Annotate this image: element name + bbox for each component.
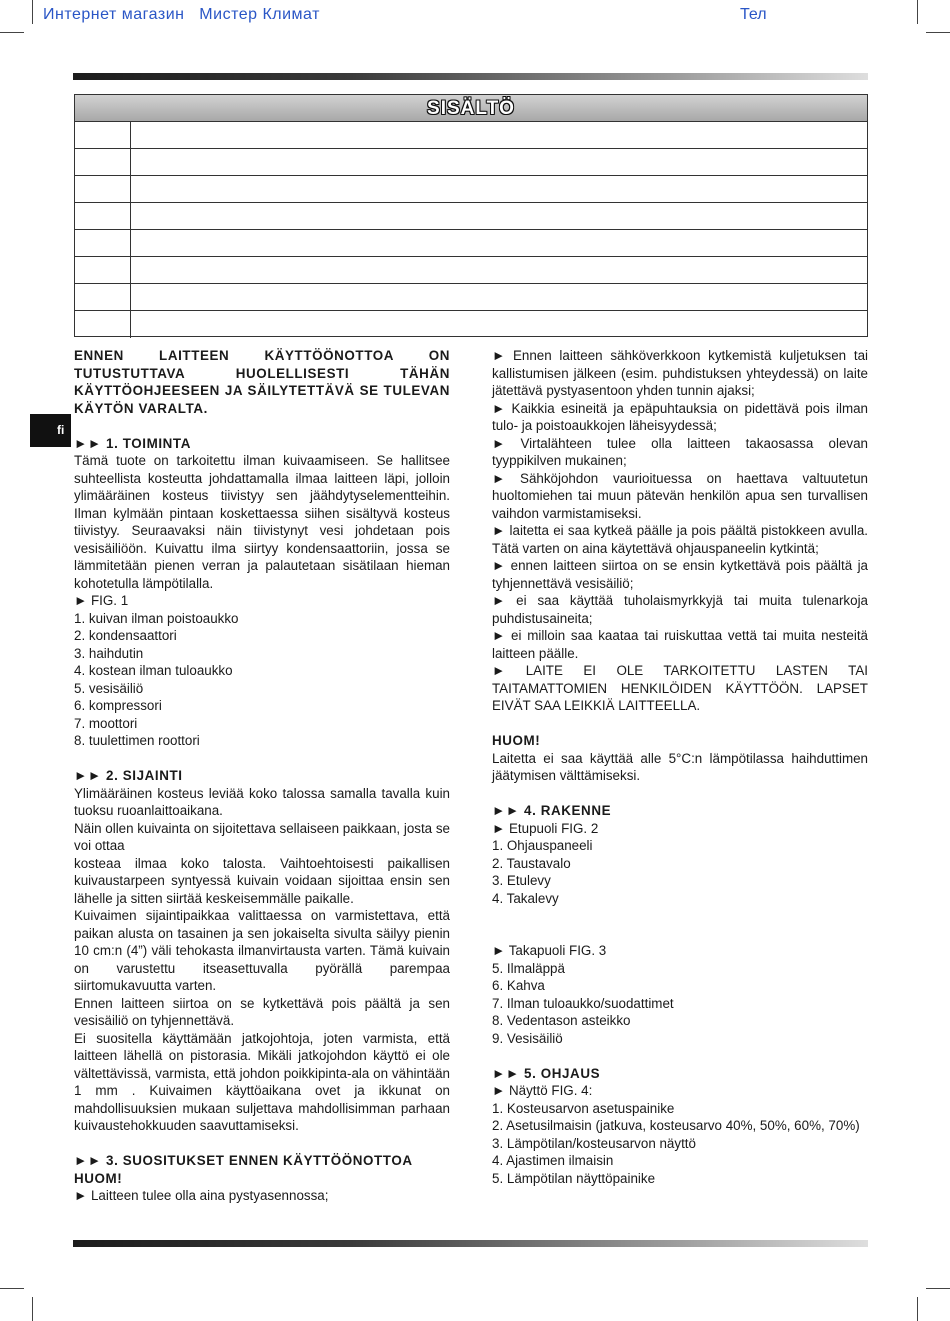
table-row (75, 230, 867, 257)
right-column (492, 347, 868, 1187)
list-item: 5. Ilmaläppä (492, 960, 565, 976)
toc-num-cell (75, 257, 131, 283)
crop-mark (926, 32, 950, 33)
toc-num-cell (75, 149, 131, 175)
section-2-paragraph: Ylimääräinen kosteus leviää koko talossa samalla tavalla kuin tuoksu ruoanlaittoaikana. (74, 785, 450, 818)
bullet-item: ► LAITE EI OLE TARKOITETTU LASTEN TAI TAITAMATTOMIEN HENKILÖIDEN KÄYTTÖÖN. LAPSET EIVÄT SAA LEIKKIÄ LAITTEELLA. (492, 663, 868, 713)
display-fig-label: ► Näyttö FIG. 4: (492, 1083, 593, 1098)
top-banner (0, 6, 950, 26)
left-column (74, 347, 450, 1205)
list-item: 4. kostean ilman tuloaukko (74, 663, 233, 678)
section-1-title: ►► 1. TOIMINTA (74, 435, 191, 451)
list-item: 3. Etulevy (492, 873, 551, 888)
toc-text-cell (131, 257, 867, 283)
section-5-title: ►► 5. OHJAUS (492, 1065, 601, 1081)
tel-link[interactable]: Тел (740, 6, 767, 23)
list-item: 7. moottori (74, 715, 138, 731)
toc-text-cell (131, 284, 867, 310)
front-fig-label: ► Etupuoli FIG. 2 (492, 820, 599, 836)
list-item: 1. Ohjauspaneeli (492, 838, 593, 853)
section-2-paragraph: Näin ollen kuivainta on sijoitettava sellaiseen paikkaan, josta se voi ottaa (74, 820, 450, 853)
section-4-title: ►► 4. RAKENNE (492, 803, 612, 818)
list-item: 2. Taustavalo (492, 855, 571, 871)
table-row (75, 149, 867, 176)
note-title: HUOM! (492, 733, 541, 748)
section-3-note-label: HUOM! (74, 1170, 123, 1186)
list-item: 2. kondensaattori (74, 628, 177, 643)
language-tab: fi (30, 414, 71, 447)
crop-mark (32, 1297, 33, 1321)
back-fig-label: ► Takapuoli FIG. 3 (492, 943, 607, 958)
toc-num-cell (75, 203, 131, 229)
list-item: 3. Lämpötilan/kosteusarvon näyttö (492, 1135, 696, 1151)
list-item: 8. Vedentason asteikko (492, 1013, 631, 1028)
crop-mark (0, 32, 24, 33)
header-divider (73, 73, 868, 80)
section-1-text: Tämä tuote on tarkoitettu ilman kuivaamiseen. Se hallitsee suhteellista kosteutta johdattamalla ilmaa laitteen läpi, jolloin ylimääräinen kosteus tiivistyy sen jäähdytyselementteihin. Ilman kylmään pintaan koskettaessa siihen sisältyvä kosteus tiivistyy. Seuraavaksi näin tiivistynyt vesi johdetaan pois vesisäiliöön. Kuivattu ilma siirtyy kondensaattoriin, jossa se lämmitetään pienen verran ja palautetaan sisätilaan hieman kohotetulla lämpötilalla. (74, 453, 450, 591)
list-item: 1. Kosteusarvon asetuspainike (492, 1100, 675, 1116)
crop-mark (917, 1297, 918, 1321)
list-item: 6. kompressori (74, 698, 162, 713)
section-3-title: ►► 3. SUOSITUKSET ENNEN KÄYTTÖÖNOTTOA (74, 1153, 413, 1168)
list-item: 1. kuivan ilman poistoaukko (74, 610, 239, 626)
table-row (75, 311, 867, 338)
toc-num-cell (75, 311, 131, 338)
table-row (75, 122, 867, 149)
list-item: 7. Ilman tuloaukko/suodattimet (492, 995, 674, 1011)
list-item: 4. Ajastimen ilmaisin (492, 1153, 614, 1168)
list-item: 6. Kahva (492, 978, 545, 993)
table-row (75, 203, 867, 230)
list-item: 5. Lämpötilan näyttöpainike (492, 1170, 656, 1186)
toc-text-cell (131, 230, 867, 256)
toc-text-cell (131, 203, 867, 229)
table-row (75, 284, 867, 311)
table-row (75, 257, 867, 284)
toc-text-cell (131, 149, 867, 175)
list-item: 5. vesisäiliö (74, 680, 144, 696)
list-item: 4. Takalevy (492, 890, 559, 906)
contents-table (74, 94, 868, 337)
section-2-paragraph: Ei suositella käyttämään jatkojohtoja, joten varmista, että laitteen lähellä on pistorasia. Mikäli jatkojohdon käyttö ei ole vältettävissä, varmista, että johdon poikkipinta-ala on vähintään 1 mm . Kuivaimen käyttöaikana ovet ja ikkunat on mahdollisuuksien mukaan suljettava mahdollisimman parhaan kuivaustehokkuuden saavuttamiseksi. (74, 1030, 450, 1133)
shop-link[interactable]: Интернет магазин Мистер Климат (43, 6, 320, 23)
note-text: Laitetta ei saa käyttää alle 5°C:n lämpötilassa haihduttimen jäätymisen välttämiseksi. (492, 750, 868, 783)
toc-text-cell (131, 176, 867, 202)
footer-divider (73, 1240, 868, 1247)
crop-mark (926, 1288, 950, 1289)
table-row (75, 176, 867, 203)
intro-warning: ENNEN LAITTEEN KÄYTTÖÖNOTTOA ON TUTUSTUTTAVA HUOLELLISESTI TÄHÄN KÄYTTÖOHJEESEEN JA SÄILYTETTÄVÄ SE TULEVAN KÄYTÖN VARALTA. (74, 348, 450, 416)
list-item: 2. Asetusilmaisin (jatkuva, kosteusarvo 40%, 50%, 60%, 70%) (492, 1118, 860, 1133)
bullet-item: ► laitetta ei saa kytkeä päälle ja pois päältä pistokkeen avulla. Tätä varten on aina käytettävä ohjauspaneelin kytkintä; (492, 523, 868, 556)
bullet-item: ► ennen laitteen siirtoa on se ensin kytkettävä pois päältä ja tyhjennettävä vesisäiliö; (492, 558, 868, 591)
toc-num-cell (75, 284, 131, 310)
section-2-paragraph: kosteaa ilmaa koko talosta. Vaihtoehtoisesti paikallisen kuivaustarpeen syntyessä kuivain voidaan sijoittaa ensin sen lähelle ja sitten siirtää keskeisemmälle paikalle. (74, 855, 450, 906)
bullet-item: ► ei saa käyttää tuholaismyrkkyjä tai muita tulenarkoja puhdistusaineita; (492, 593, 868, 626)
bullet-item: ► Kaikkia esineitä ja epäpuhtauksia on pidettävä pois ilman tulo- ja poistoaukkojen läheisyydessä; (492, 400, 868, 433)
toc-text-cell (131, 122, 867, 148)
bullet-item: ► Ennen laitteen sähköverkkoon kytkemistä kuljetuksen tai kallistumisen jälkeen (esim. puhdistuksen yhteydessä) on laite jätettävä pystyasentoon yhden tunnin ajaksi; (492, 348, 868, 398)
toc-num-cell (75, 176, 131, 202)
toc-num-cell (75, 230, 131, 256)
section-2-title: ►► 2. SIJAINTI (74, 768, 183, 783)
list-item: 3. haihdutin (74, 645, 144, 661)
fig-1-label: ► FIG. 1 (74, 593, 129, 608)
bullet-item: ► Sähköjohdon vaurioituessa on haettava valtuutetun huoltomiehen tai muun pätevän henkilön apua sen turvallisen vaihdon varmistamiseksi. (492, 470, 868, 521)
bullet-item: ► ei milloin saa kaataa tai ruiskuttaa vettä tai muita nesteitä laitteen päälle. (492, 628, 868, 661)
list-item: 9. Vesisäiliö (492, 1030, 563, 1046)
section-2-paragraph: Kuivaimen sijaintipaikkaa valittaessa on varmistettava, että paikan alusta on tasainen ja sen jokaiselta sivulta säilyy pienin 10 cm:n (4”) väli tehokasta ilmanvirtausta varten. Tämä kuivain on varustettu itseasettuvalla pyörällä parempaa siirtomukavuutta varten. (74, 908, 450, 993)
toc-text-cell (131, 311, 867, 338)
section-2-paragraph: Ennen laitteen siirtoa on se kytkettävä pois päältä ja sen vesisäiliö on tyhjennettävä. (74, 995, 450, 1028)
section-3-first-bullet: ► Laitteen tulee olla aina pystyasennossa; (74, 1188, 329, 1203)
contents-title: SISÄLTÖ (75, 95, 867, 122)
toc-num-cell (75, 122, 131, 148)
bullet-item: ► Virtalähteen tulee olla laitteen takaosassa olevan tyyppikilven mukainen; (492, 435, 868, 468)
crop-mark (0, 1288, 24, 1289)
list-item: 8. tuulettimen roottori (74, 733, 200, 748)
